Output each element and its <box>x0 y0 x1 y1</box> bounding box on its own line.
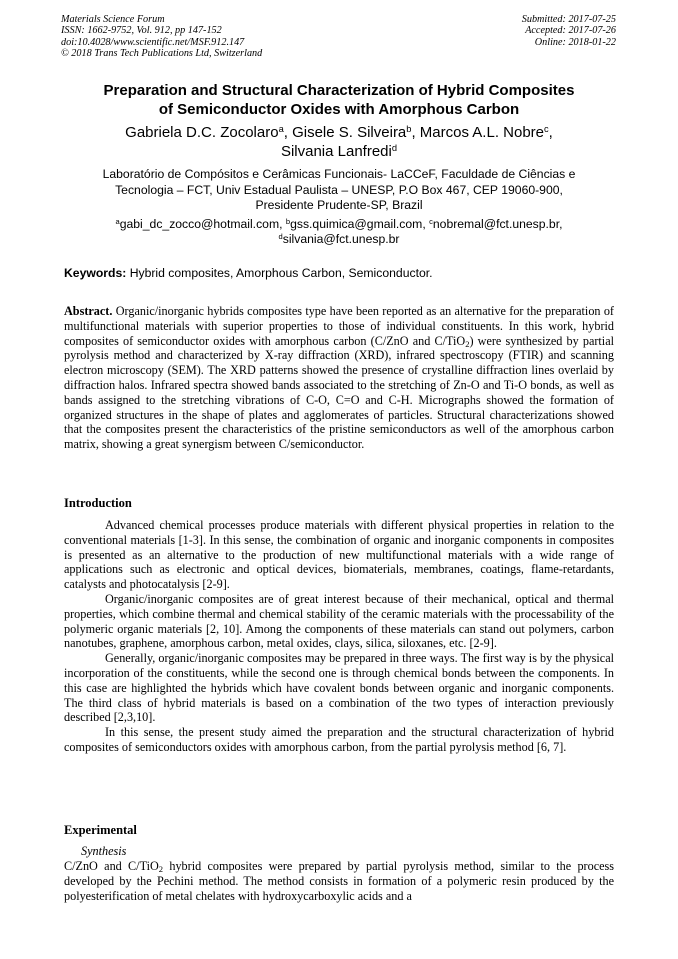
title-line-2: of Semiconductor Oxides with Amorphous Carbon <box>158 101 520 118</box>
author-list <box>64 123 614 161</box>
synthesis-body <box>64 859 614 903</box>
author-affil-mark: a <box>278 123 284 134</box>
subscript: 2 <box>158 864 164 875</box>
introduction-body <box>64 518 614 755</box>
experimental-heading: Experimental <box>64 823 137 837</box>
author-name: Gabriela D.C. Zocolaro <box>125 124 279 141</box>
author-name: , Marcos A.L. Nobre <box>411 124 545 141</box>
author-affil-mark: d <box>391 142 398 153</box>
email-mark: b <box>285 216 291 226</box>
title-line-1: Preparation and Structural Characterization of Hybrid Composites <box>103 82 575 99</box>
subscript: 2 <box>465 338 470 349</box>
journal-name: Materials Science Forum <box>61 14 165 25</box>
abstract <box>64 304 614 452</box>
submitted-date: Submitted: 2017-07-25 <box>521 14 616 25</box>
paragraph: Generally, organic/inorganic composites may be prepared in three ways. The first way is by the physical incorporation of the constituents, while the second one is through chemical bonds between the components. In this case are highlighted the hybrids which have covalent bonds between organic and inorganic components. The third class of hybrid materials is based on a combination of the two types of interaction previously described [2,3,10]. <box>64 651 614 725</box>
author-emails <box>64 217 614 246</box>
paragraph: Advanced chemical processes produce materials with different physical properties in relation to the conventional materials [1-3]. In this sense, the combination of organic and inorganic components in composites is presented as an alternative to the production of new multifunctional materials with a wide range of applications such as electronic and optical devices, biomaterials, membranes, coatings, flame-retardants, catalysts and photocatalysis [2-9]. <box>64 518 614 592</box>
synthesis-subheading: Synthesis <box>81 844 127 858</box>
affiliation-line: Presidente Prudente-SP, Brazil <box>255 198 423 212</box>
email-line-1 <box>64 217 614 232</box>
keywords <box>64 266 616 281</box>
journal-header-left <box>61 14 262 60</box>
abstract-label: Abstract. <box>64 304 113 318</box>
author-name: Silvania Lanfredi <box>280 143 392 160</box>
author-affil-mark: c <box>544 123 549 134</box>
paragraph <box>64 859 614 903</box>
keywords-label: Keywords: <box>64 266 127 280</box>
author-line-1 <box>64 123 614 142</box>
affiliation-line: Tecnologia – FCT, Univ Estadual Paulista – UNESP, P.O Box 467, CEP 19060-900, <box>115 182 563 197</box>
abstract-text: ) were synthesized by partial pyrolysis method and characterized by X-ray diffraction (XRD), infrared spectroscopy (FTIR) and scanning electron microscopy (SEM). The XRD patterns showed the presence of crystalline diffraction lines overlaid by diffraction halos. Infrared spectra showed bands associated to the stretching of Zn-O and Ti-O bonds, as well as bands assigned to the stretching vibrations of C-O, C=O and C-H. Micrographs showed the formation of organized structures in the shape of plates and agglomerates of particles. Structural characterizations showed that the composites present the characteristics of the pristine semiconductors as well of the amorphous carbon matrix, showing a great synergism between C/semiconductor. <box>64 333 614 452</box>
issn-line: ISSN: 1662-9752, Vol. 912, pp 147-152 <box>61 25 222 37</box>
paragraph: In this sense, the present study aimed the preparation and the structural characterization of hybrid composites of semiconductors oxides with amorphous carbon, from the partial pyrolysis method [6, 7]. <box>64 725 614 754</box>
paragraph: Organic/inorganic composites are of great interest because of their mechanical, optical and thermal properties, which combine thermal and chemical stability of the ceramic materials with the processability of the polymeric organic materials [2, 10]. Among the components of these materials can stand out polymers, carbon nanotubes, graphene, amorphous carbon, metal oxides, clays, silica, siloxanes, etc. [2-9]. <box>64 591 614 651</box>
introduction-heading: Introduction <box>64 496 132 510</box>
email-link[interactable]: gabi_dc_zocco@hotmail.com, <box>119 217 286 231</box>
doi-line: doi:10.4028/www.scientific.net/MSF.912.147 <box>61 36 245 48</box>
email-mark: c <box>429 216 433 226</box>
email-line-2 <box>64 232 614 247</box>
email-link[interactable]: silvania@fct.unesp.br <box>282 231 400 246</box>
email-link[interactable]: nobremal@fct.unesp.br, <box>432 217 563 231</box>
accepted-date: Accepted: 2017-07-26 <box>525 25 616 37</box>
synthesis-text: C/ZnO and C/TiO <box>64 859 159 873</box>
email-link[interactable]: gss.quimica@gmail.com, <box>290 217 430 231</box>
author-separator: , <box>548 124 553 141</box>
email-mark: d <box>278 231 283 241</box>
email-mark: a <box>115 216 120 226</box>
paper-title <box>64 81 614 119</box>
affiliation-line: Laboratório de Compósitos e Cerâmicas Funcionais- LaCCeF, Faculdade de Ciências e <box>102 167 576 181</box>
author-affil-mark: b <box>406 123 412 134</box>
copyright-line: © 2018 Trans Tech Publications Ltd, Switzerland <box>61 48 263 60</box>
online-date: Online: 2018-01-22 <box>534 36 616 48</box>
abstract-text: Organic/inorganic hybrids composites type have been reported as an alternative for the preparation of multifunctional materials with superior properties to those of individual constituents. In this work, hybrid composites of semiconductor oxides with amorphous carbon (C/ZnO and C/TiO <box>64 304 614 348</box>
author-name: , Gisele S. Silveira <box>283 124 407 141</box>
author-line-2 <box>64 142 614 161</box>
affiliation <box>64 167 614 214</box>
synthesis-text: hybrid composites were prepared by partial pyrolysis method, similar to the process developed by the Pechini method. The method consists in formation of a polymeric resin produced by the polyesterification of metal chelates with hydroxycarboxylic acids and a <box>64 859 615 903</box>
journal-header-right <box>522 14 616 48</box>
keywords-text: Hybrid composites, Amorphous Carbon, Semiconductor. <box>126 266 433 280</box>
